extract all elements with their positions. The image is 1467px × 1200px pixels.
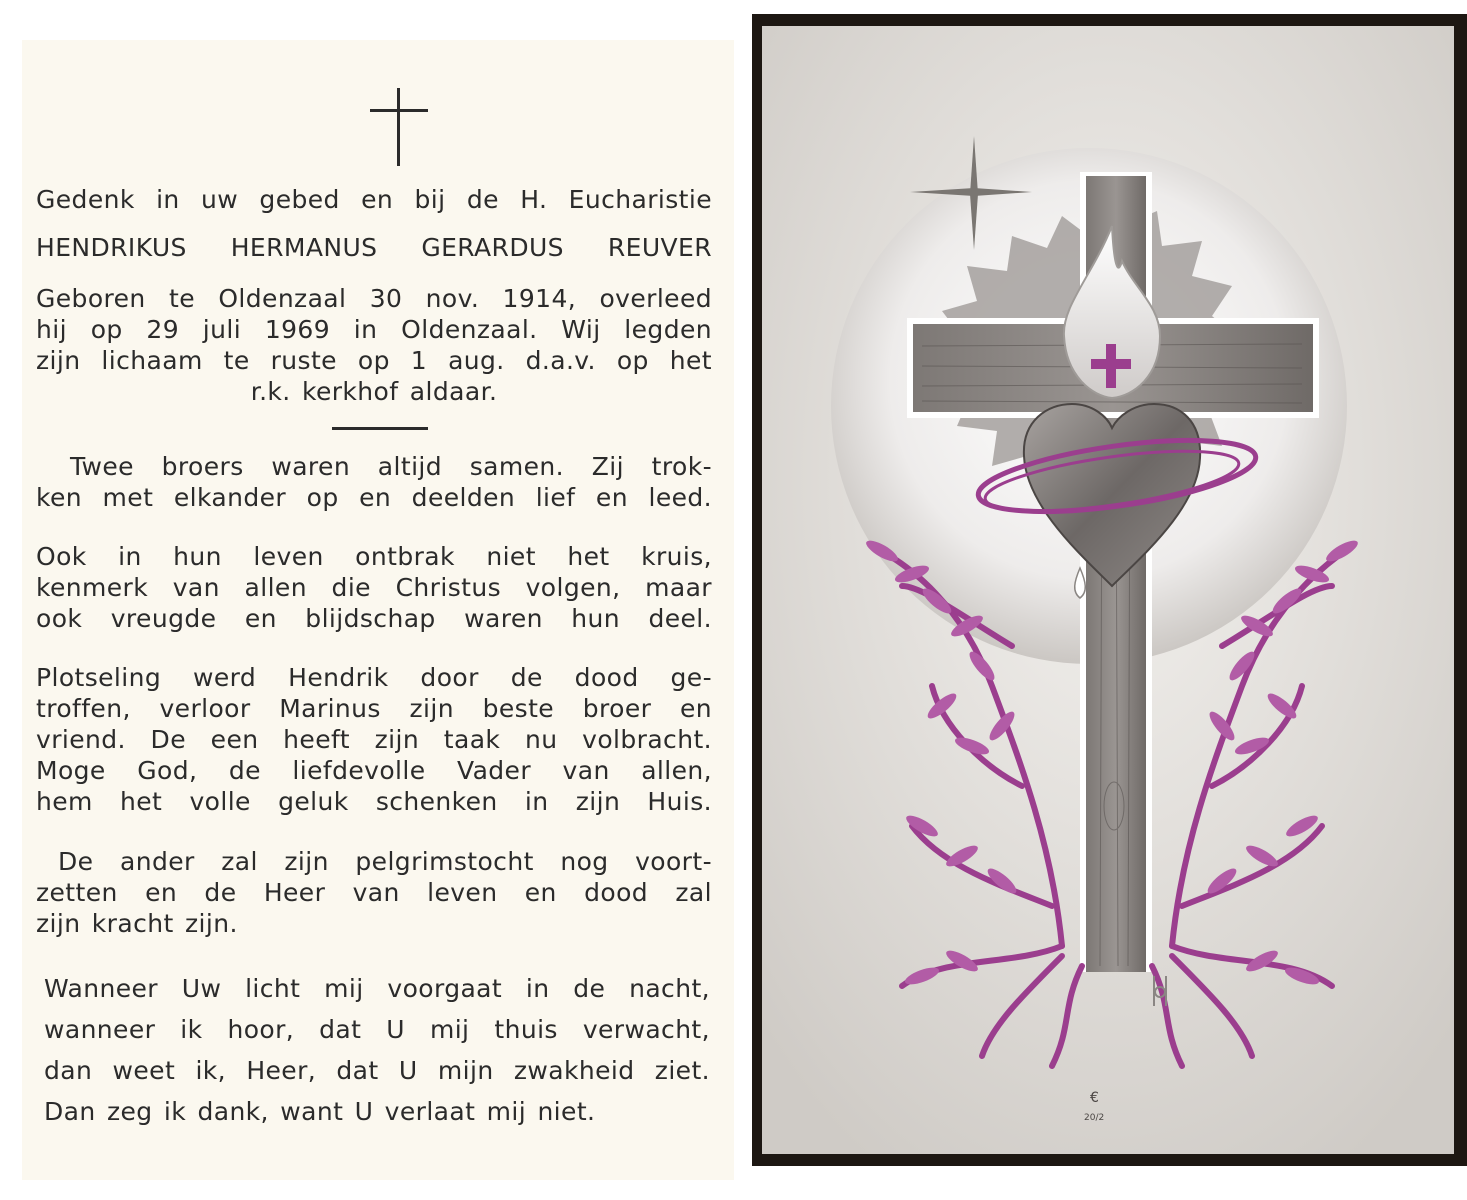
- deceased-name: HENDRIKUS HERMANUS GERARDUS REUVER: [36, 233, 712, 262]
- verse-line: Dan zeg ik dank, want U verlaat mij niet.: [44, 1097, 596, 1126]
- text-line: Plotseling werd Hendrik door de dood ge-: [36, 663, 712, 692]
- text-line: zijn kracht zijn.: [36, 909, 238, 938]
- text-line: zetten en de Heer van leven en dood zal: [36, 878, 712, 907]
- devotional-image-card: [752, 14, 1467, 1166]
- cross-icon: [370, 88, 430, 168]
- prayer-verse: [44, 968, 710, 1132]
- text-line: hem het volle geluk schenken in zijn Huis.: [36, 787, 712, 816]
- text-line: Moge God, de liefdevolle Vader van allen,: [36, 756, 712, 785]
- text-line: Ook in hun leven ontbrak niet het kruis,: [36, 542, 712, 571]
- sacred-heart-cross-illustration: [762, 26, 1454, 1154]
- bio-line: r.k. kerkhof aldaar.: [250, 377, 498, 406]
- text-line: ook vreugde en blijdschap waren hun deel.: [36, 604, 712, 633]
- intro-line: Gedenk in uw gebed en bij de H. Eucharistie: [36, 185, 712, 214]
- bio-line: hij op 29 juli 1969 in Oldenzaal. Wij legden: [36, 315, 712, 344]
- text-line: troffen, verloor Marinus zijn beste broer en: [36, 694, 712, 723]
- bio-paragraph: [36, 283, 712, 407]
- text-line: Twee broers waren altijd samen. Zij trok-: [70, 452, 712, 481]
- devotional-illustration: [762, 26, 1454, 1154]
- text-paragraph: [36, 846, 712, 939]
- text-paragraph: [36, 541, 712, 634]
- divider: [332, 427, 428, 430]
- memorial-text-card: [22, 40, 734, 1180]
- verse-line: Wanneer Uw licht mij voorgaat in de nacht,: [44, 974, 710, 1003]
- text-paragraph: [36, 451, 712, 513]
- bio-line: Geboren te Oldenzaal 30 nov. 1914, overleed: [36, 284, 712, 313]
- bio-line: zijn lichaam te ruste op 1 aug. d.a.v. op het: [36, 346, 712, 375]
- text-line: De ander zal zijn pelgrimstocht nog voort-: [58, 847, 712, 876]
- printer-mark: 20/2: [1084, 1113, 1105, 1123]
- text-line: ken met elkander op en deelden lief en leed.: [36, 483, 712, 512]
- verse-line: dan weet ik, Heer, dat U mijn zwakheid ziet.: [44, 1056, 710, 1085]
- publisher-logo: €: [1090, 1090, 1099, 1106]
- text-paragraph: [36, 662, 712, 817]
- verse-line: wanneer ik hoor, dat U mij thuis verwacht,: [44, 1015, 710, 1044]
- text-line: vriend. De een heeft zijn taak nu volbracht.: [36, 725, 712, 754]
- text-line: kenmerk van allen die Christus volgen, maar: [36, 573, 712, 602]
